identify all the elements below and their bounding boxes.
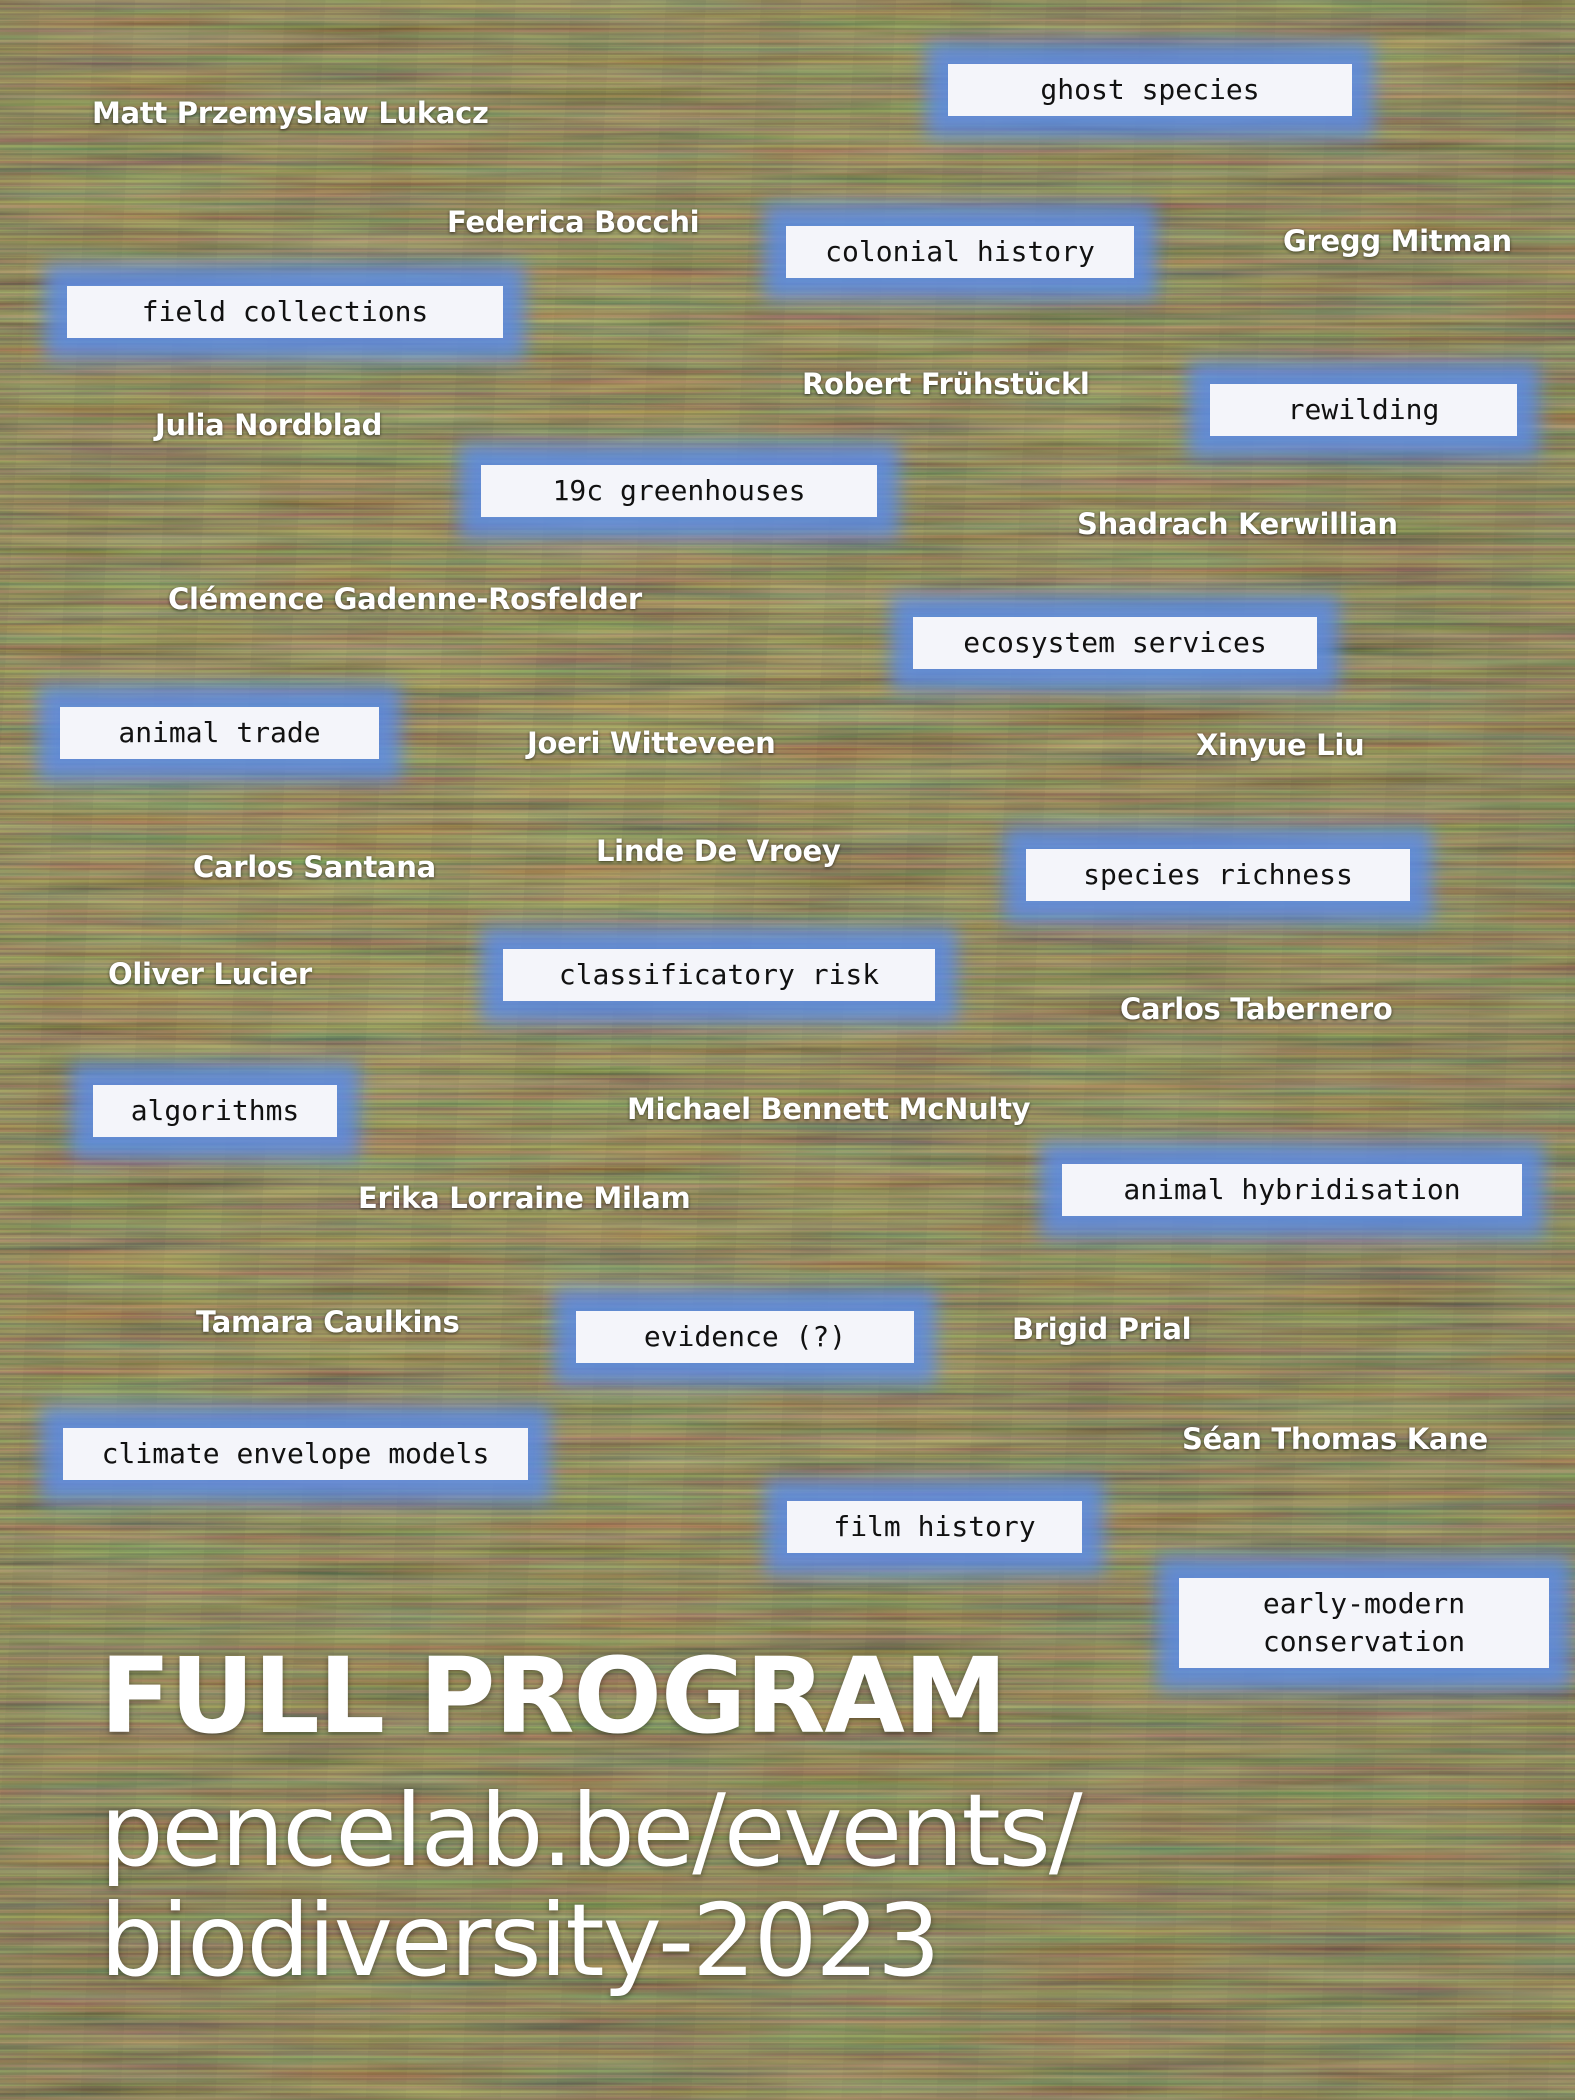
speaker-name: Linde De Vroey: [596, 834, 841, 868]
speaker-name: Carlos Santana: [193, 850, 436, 884]
topic-tag: animal hybridisation: [1062, 1164, 1522, 1216]
speaker-name: Xinyue Liu: [1196, 728, 1365, 762]
topic-tag: classificatory risk: [503, 949, 935, 1001]
speaker-name: Erika Lorraine Milam: [358, 1181, 691, 1215]
topic-tag: field collections: [67, 286, 503, 338]
speaker-name: Robert Frühstückl: [802, 367, 1090, 401]
topic-tag: climate envelope models: [63, 1428, 528, 1480]
topic-tag: ecosystem services: [913, 617, 1317, 669]
topic-tag: ghost species: [948, 64, 1352, 116]
speaker-name: Michael Bennett McNulty: [627, 1092, 1031, 1126]
speaker-name: Gregg Mitman: [1283, 224, 1512, 258]
speaker-name: Séan Thomas Kane: [1182, 1422, 1488, 1456]
speaker-name: Federica Bocchi: [447, 205, 700, 239]
topic-tag: algorithms: [93, 1085, 337, 1137]
speaker-name: Clémence Gadenne-Rosfelder: [168, 582, 642, 616]
topic-tag: film history: [787, 1501, 1082, 1553]
speaker-name: Tamara Caulkins: [196, 1305, 460, 1339]
speaker-name: Joeri Witteveen: [527, 726, 776, 760]
speaker-name: Shadrach Kerwillian: [1077, 507, 1398, 541]
topic-tag: rewilding: [1210, 384, 1517, 436]
topic-tag: 19c greenhouses: [481, 465, 877, 517]
speaker-name: Oliver Lucier: [108, 957, 312, 991]
speaker-name: Carlos Tabernero: [1120, 992, 1393, 1026]
program-headline: FULL PROGRAM: [100, 1635, 1007, 1757]
speaker-name: Julia Nordblad: [155, 408, 383, 442]
topic-tag: species richness: [1026, 849, 1410, 901]
program-url-line-2[interactable]: biodiversity-2023: [100, 1882, 939, 1999]
speaker-name: Brigid Prial: [1012, 1312, 1192, 1346]
topic-tag: evidence (?): [576, 1311, 914, 1363]
topic-tag: colonial history: [786, 226, 1134, 278]
speaker-name: Matt Przemyslaw Lukacz: [92, 96, 489, 130]
program-url-line-1[interactable]: pencelab.be/events/: [100, 1772, 1081, 1889]
topic-tag: early-modern conservation: [1179, 1578, 1549, 1668]
topic-tag: animal trade: [60, 707, 379, 759]
